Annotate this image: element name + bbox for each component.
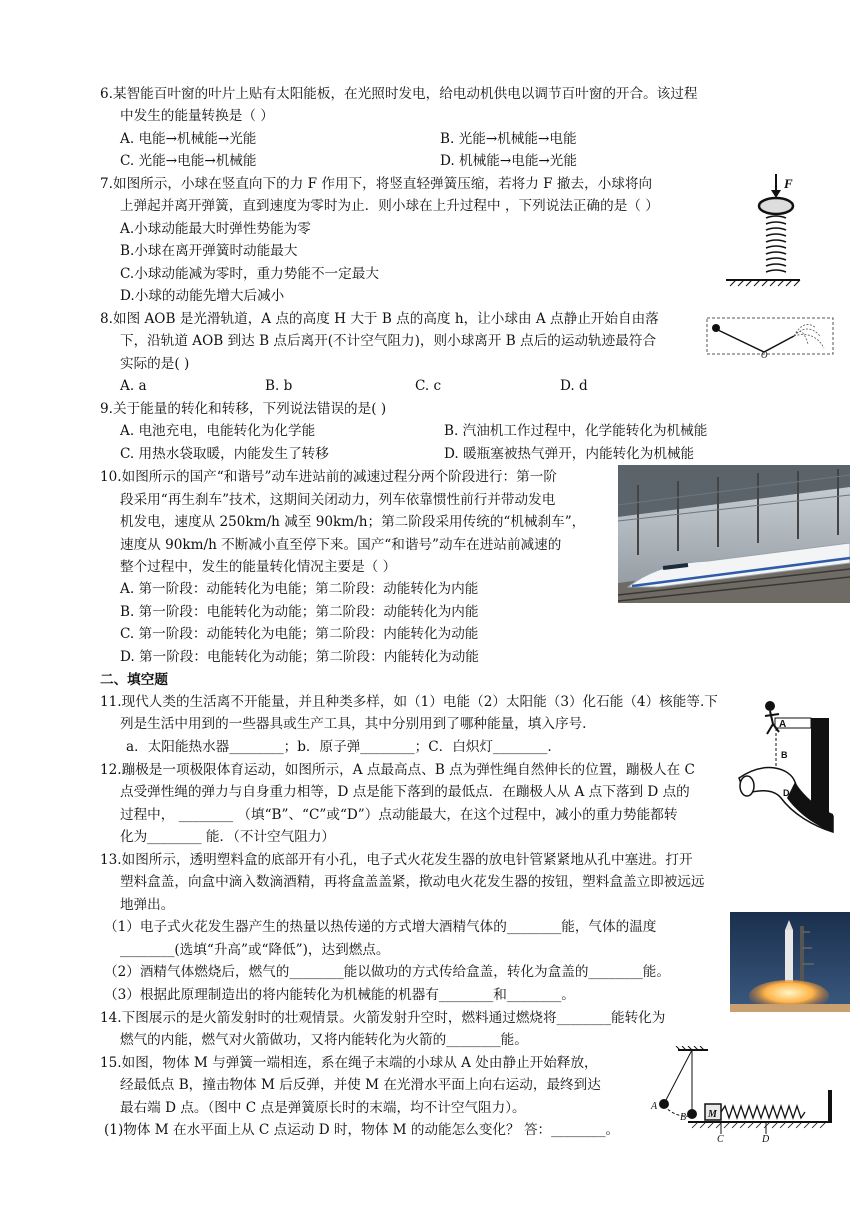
q7-stem-line2: 上弹起并离开弹簧，直到速度为零时为止．则小球在上升过程中 ，下列说法正确的是（ ） [120,198,659,214]
q9-option-c: C. 用热水袋取暖，内能发生了转移 [120,446,329,462]
q12-stem-line3: 过程中， ________ （填“B”、“C”或“D”）点动能最大，在这个过程中，减小的重力势能都转 [120,807,678,823]
q10-stem-line1: 10.如图所示的国产“和谐号”动车进站前的减速过程分两个阶段进行：第一阶 [100,469,557,485]
q7-option-b: B.小球在离开弹簧时动能最大 [120,243,298,259]
q10-option-a: A. 第一阶段：动能转化为电能；第二阶段：动能转化为内能 [120,581,479,597]
q11-stem-line2: 列是生活中用到的一些器具或生产工具，其中分别用到了哪种能量，填入序号. [120,716,587,732]
q15-stem-line3: 最右端 D 点。（图中 C 点是弹簧原长时的末端，均不计空气阻力）。 [120,1100,526,1116]
q10-option-c: C. 第一阶段：动能转化为电能；第二阶段：内能转化为动能 [120,626,479,642]
q15-sub1: (1)物体 M 在水平面上从 C 点运动 D 时，物体 M 的动能怎么变化？ 答：________。 [104,1122,620,1138]
q9-option-d: D. 暖瓶塞被热气弹开，内能转化为机械能 [444,446,695,462]
q10-stem-line5: 整个过程中，发生的能量转化情况主要是（ ） [120,559,397,575]
q9-stem: 9.关于能量的转化和转移，下列说法错误的是( ) [100,401,387,417]
q11-blanks: a．太阳能热水器________；b．原子弹________；C．白炽灯________. [126,739,552,755]
q7-option-a: A.小球动能最大时弹性势能为零 [120,221,311,237]
bungee-figure [735,690,835,850]
q6-option-b: B. 光能→机械能→电能 [440,131,577,147]
q12-stem-line1: 12.蹦极是一项极限体育运动，如图所示，A 点最高点、B 点为弹性绳自然伸长的位置，蹦极人在 C [100,762,695,778]
q13-sub1-line1: （1）电子式火花发生器产生的热量以热传递的方式增大酒精气体的________能，气体的温度 [104,919,657,935]
q8-option-d: D. d [560,378,588,394]
q10-option-d: D. 第一阶段：电能转化为动能；第二阶段：内能转化为动能 [120,649,479,665]
q6-option-c: C. 光能→电能→机械能 [120,153,257,169]
q8-stem-line3: 实际的是( ) [120,356,190,372]
q7-option-c: C.小球动能减为零时，重力势能不一定最大 [120,266,379,282]
q13-stem-line2: 塑料盒盖，向盒中滴入数滴酒精，再将盒盖盖紧，揿动电火花发生器的按钮，塑料盒盖立即被远远 [120,874,705,890]
q10-stem-line4: 速度从 90km/h 不断减小直至停下来。国产“和谐号”动车在进站前减速的 [120,537,562,553]
q12-stem-line2: 点受弹性绳的弹力与自身重力相等，D 点是能下落到的最低点．在蹦极人从 A 点下落到 D 点的 [120,784,690,800]
q13-stem-line1: 13.如图所示，透明塑料盒的底部开有小孔，电子式火花发生器的放电针管紧紧地从孔中塞进。打开 [100,852,693,868]
q7-stem-line1: 7.如图所示，小球在竖直向下的力 F 作用下，将竖直轻弹簧压缩，若将力 F 撤去，小球将向 [100,176,653,192]
q13-sub2: （2）酒精气体燃烧后，燃气的________能以做功的方式传给盒盖，转化为盒盖的________能。 [104,964,670,980]
section-title-fill-in: 二、填空题 [100,672,168,688]
q8-stem-line2: 下，沿轨道 AOB 到达 B 点后离开(不计空气阻力)，则小球离开 B 点后的运动轨迹最符合 [120,333,657,349]
train-photo [618,465,850,603]
point-b-label: B [781,750,788,760]
rocket-launch-photo [730,912,850,1012]
track-aob-figure [706,314,834,358]
q12-stem-line4: 化为________ 能．（不计空气阻力） [120,829,336,845]
q10-stem-line2: 段采用“再生刹车”技术，这期间关闭动力，列车依靠惯性前行并带动发电 [120,492,556,508]
q6-stem-line1: 6.某智能百叶窗的叶片上贴有太阳能板，在光照时发电，给电动机供电以调节百叶窗的开合。该过程 [100,86,698,102]
q15-stem-line1: 15.如图，物体 M 与弹簧一端相连，系在绳子末端的小球从 A 处由静止开始释放， [100,1055,598,1071]
q14-stem-line2: 燃气的内能，燃气对火箭做功，又将内能转化为火箭的________能。 [120,1032,528,1048]
q9-option-b: B. 汽油机工作过程中，化学能转化为机械能 [444,423,708,439]
q11-stem-line1: 11.现代人类的生活离不开能量，并且种类多样，如（1）电能（2）太阳能（3）化石能（4）核能等.下 [100,694,718,710]
q9-option-a: A. 电池充电，电能转化为化学能 [120,423,316,439]
spring-ball-figure [722,168,802,288]
q13-sub1-line2: ________(选填“升高”或“降低”)，达到燃点。 [120,942,390,958]
q7-option-d: D.小球的动能先增大后减小 [120,288,285,304]
q8-stem-line1: 8.如图 AOB 是光滑轨道，A 点的高度 H 大于 B 点的高度 h，让小球由 A 点静止开始自由落 [100,311,659,327]
q8-option-b: B. b [265,378,293,394]
point-d-label: D [762,1134,770,1142]
q10-stem-line3: 机发电，速度从 250km/h 减至 90km/h；第二阶段采用传统的“机械刹车”， [120,514,586,530]
point-d-label: D [783,788,790,798]
point-c-label: C [717,1134,724,1142]
block-m-label: M [708,1109,717,1120]
force-label: F [784,176,793,191]
q6-stem-line2: 中发生的能量转换是（ ） [120,108,274,124]
point-b-label: B [680,1112,687,1123]
q15-stem-line2: 经最低点 B，撞击物体 M 后反弹，并使 M 在光滑水平面上向右运动，最终到达 [120,1077,601,1093]
point-a-label: A [779,719,787,730]
pendulum-spring-figure [648,1046,834,1142]
point-o-label: O [761,350,768,358]
q6-option-a: A. 电能→机械能→光能 [120,131,257,147]
q10-option-b: B. 第一阶段：电能转化为动能；第二阶段：动能转化为内能 [120,604,479,620]
q13-stem-line3: 地弹出。 [120,897,175,913]
q14-stem-line1: 14.下图展示的是火箭发射时的壮观情景。火箭发射升空时，燃料通过燃烧将________能转化为 [100,1010,666,1026]
q8-option-a: A. a [120,378,147,394]
q13-sub3: （3）根据此原理制造出的将内能转化为机械能的机器有________和________。 [104,987,575,1003]
point-a-label: A [651,1101,658,1112]
q6-option-d: D. 机械能→电能→光能 [440,153,577,169]
q8-option-c: C. c [415,378,442,394]
